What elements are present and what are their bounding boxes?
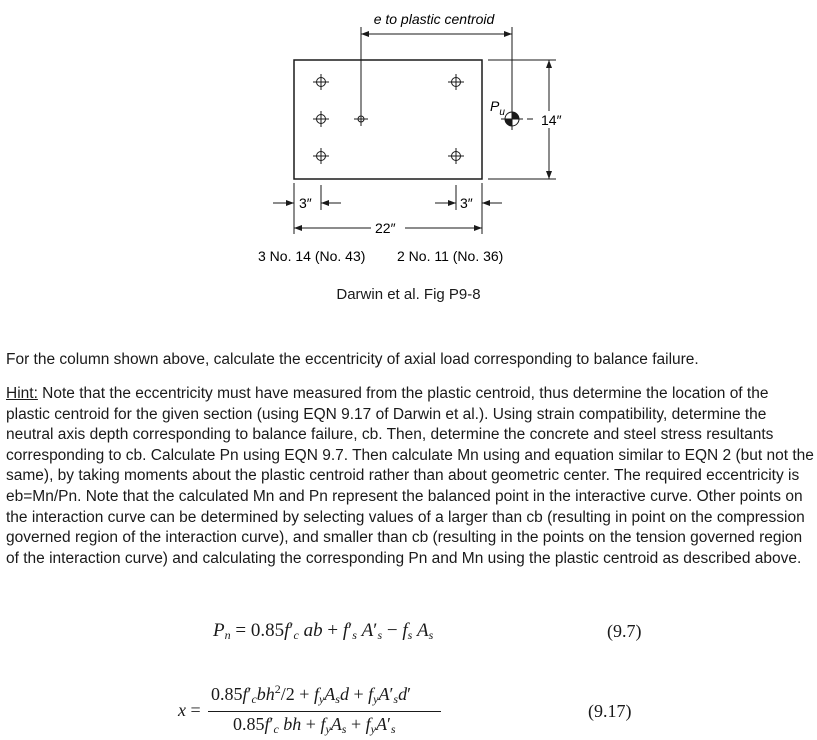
equation-9-17-lhs: x = — [178, 700, 201, 720]
equation-9-17-denominator: $0.85f'_c$ bh + $f_yA_s + f_yA'_s$ — [233, 714, 396, 736]
figure-caption: Darwin et al. Fig P9-8 — [336, 286, 481, 303]
height-label: 14″ — [541, 112, 562, 128]
column-section-figure — [0, 0, 817, 275]
right-bar-1 — [448, 74, 464, 90]
left-cover-label: 3″ — [299, 195, 312, 211]
equation-9-7: $P_n = 0.85f'_c$ ab + $f'_s$ $A'_s - f_s$ $A_s$ — [213, 620, 434, 642]
left-bars-label: 3 No. 14 (No. 43) — [258, 248, 366, 264]
equation-9-17-fraction-bar — [208, 711, 441, 712]
left-bar-3 — [313, 148, 329, 164]
hint-label: Hint: — [6, 385, 38, 402]
eccentricity-label: e to plastic centroid — [373, 11, 495, 27]
equation-9-7-number: (9.7) — [607, 621, 642, 641]
width-label: 22″ — [375, 220, 396, 236]
left-bar-1 — [313, 74, 329, 90]
equation-9-17-number: (9.17) — [588, 701, 632, 721]
plastic-centroid-marker — [354, 112, 368, 126]
left-bar-2 — [313, 111, 329, 127]
load-label: $P_u$ — [490, 98, 505, 118]
hint-paragraph — [6, 384, 814, 569]
equation-9-17-numerator: $0.85f'_cbh^2/2 + f_yA_sd + f_yA'_sd'$ — [211, 682, 411, 706]
right-bar-2 — [448, 148, 464, 164]
question-text: For the column shown above, calculate the eccentricity of axial load corresponding to balance failure. — [6, 351, 699, 368]
right-cover-label: 3″ — [460, 195, 473, 211]
hint-body: Note that the eccentricity must have measured from the plastic centroid, thus determine the location of the plastic centroid for the given section (using EQN 9.17 of Darwin et al.). Using strain compatibility, determine the neutral axis depth corresponding to balance failure, cb. Then, determine the concrete and steel stress resultants corresponding to cb. Calculate Pn using EQN 9.7. Then calculate Mn using and equation similar to EQN 2 (but not the same), by taking moments about the plastic centroid rather than about geometric center. The required eccentricity is eb=Mn/Pn. Note that the calculated Mn and Pn represent the balanced point in the interactive curve. Other points on the interaction curve can be determined by selecting values of a larger than cb (resulting in point on the compression governed region of the interaction curve), and smaller than cb (resulting in the points on the tension governed region of the interaction curve) and calculating the corresponding Pn and Mn using the plastic centroid as described above. — [6, 385, 814, 567]
right-bars-label: 2 No. 11 (No. 36) — [397, 248, 504, 264]
